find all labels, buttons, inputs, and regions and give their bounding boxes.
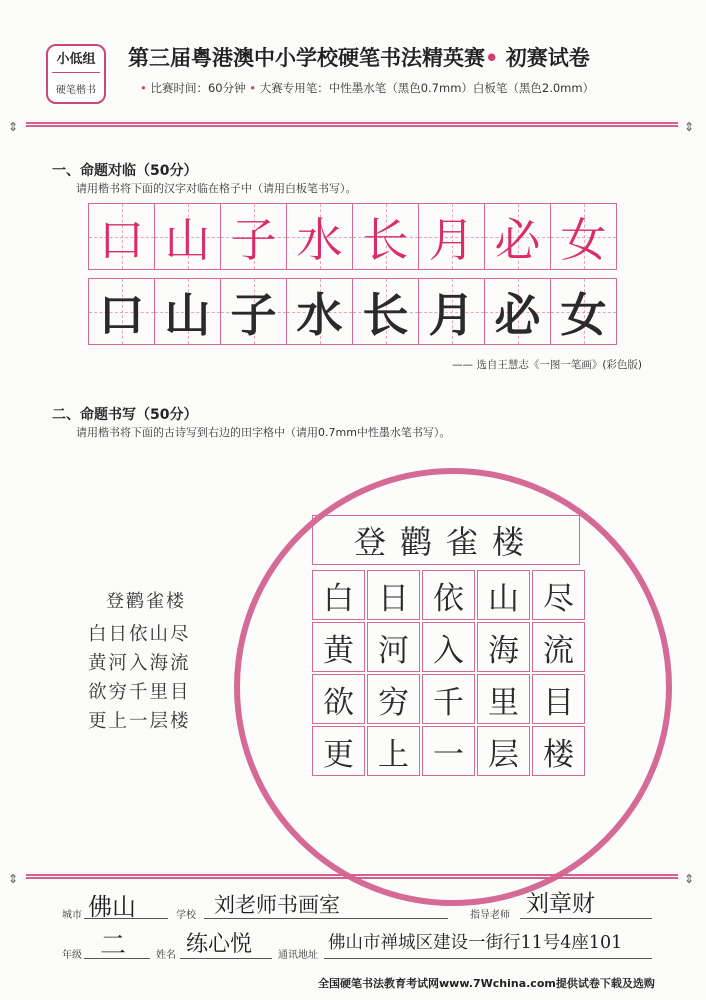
poem-grid-cell: 穷 — [367, 674, 420, 724]
teacher-label: 指导老师 — [470, 910, 510, 921]
grid-cell — [419, 279, 485, 345]
grid-cell — [89, 279, 155, 345]
grid-cell — [551, 204, 617, 270]
grid-cell — [287, 279, 353, 345]
grid-cell — [221, 279, 287, 345]
grid-cell — [155, 204, 221, 270]
name-underline — [180, 958, 272, 959]
teacher-underline — [520, 918, 652, 919]
model-character-grid — [88, 203, 617, 270]
poem-grid-cell: 依 — [422, 570, 475, 620]
poem-grid-cell: 流 — [532, 622, 585, 672]
model-char: 山 — [164, 212, 211, 267]
grade-label: 年级 — [62, 950, 82, 961]
poem-grid-cell: 楼 — [532, 726, 585, 776]
section2-instructions: 请用楷书将下面的古诗写到右边的田字格中（请用0.7mm中性墨水笔书写）。 — [76, 426, 451, 439]
info-bullet-2: • — [249, 81, 257, 95]
name-label: 姓名 — [156, 950, 176, 961]
written-char: 长 — [362, 287, 409, 342]
exam-time: 比赛时间：60分钟 — [150, 81, 246, 95]
model-char: 口 — [98, 212, 145, 267]
city-label: 城市 — [62, 910, 82, 921]
section1-title: 一、命题对临（50分） — [52, 163, 198, 179]
model-char: 必 — [494, 212, 541, 267]
poem-grid-cell: 层 — [477, 726, 530, 776]
address-label: 通讯地址 — [278, 950, 318, 961]
written-char: 山 — [164, 287, 211, 342]
written-char: 子 — [230, 287, 277, 342]
section2-title: 二、命题书写（50分） — [52, 407, 198, 423]
poem-grid-cell: 目 — [532, 674, 585, 724]
written-char: 月 — [428, 287, 475, 342]
poem-grid-cell: 一 — [422, 726, 475, 776]
grade-underline — [84, 958, 150, 959]
city-field[interactable]: 佛山 — [88, 893, 136, 921]
model-char: 月 — [428, 212, 475, 267]
poem-writing-grid — [312, 570, 585, 776]
poem-grid-cell: 海 — [477, 622, 530, 672]
address-underline — [324, 958, 652, 959]
poem-grid-cell: 黄 — [312, 622, 365, 672]
badge-group-label: 小低组 — [56, 52, 96, 67]
poem-grid-cell: 山 — [477, 570, 530, 620]
model-char: 子 — [230, 212, 277, 267]
model-char: 水 — [296, 212, 343, 267]
grid-cell — [155, 279, 221, 345]
info-bullet-1: • — [140, 81, 147, 95]
pen-requirement: 大赛专用笔：中性墨水笔（黑色0.7mm）白板笔（黑色2.0mm） — [259, 81, 595, 95]
reference-poem-line: 黄河入海流 — [88, 653, 191, 674]
reference-poem-title: 登鹳雀楼 — [106, 591, 186, 612]
written-char: 女 — [560, 287, 607, 342]
model-attribution: —— 选自王慧志《一图一笔画》(彩色版) — [452, 359, 643, 371]
model-char: 长 — [362, 212, 409, 267]
grid-cell — [419, 204, 485, 270]
section1-instructions: 请用楷书将下面的汉字对临在格子中（请用白板笔书写）。 — [76, 182, 357, 195]
practice-character-grid — [88, 278, 617, 345]
group-badge — [46, 44, 106, 104]
grid-cell — [287, 204, 353, 270]
poem-grid-cell: 千 — [422, 674, 475, 724]
city-underline — [84, 918, 168, 919]
grid-cell — [551, 279, 617, 345]
teacher-field[interactable]: 刘章财 — [526, 891, 595, 917]
grid-cell — [485, 204, 551, 270]
poem-grid-cell: 入 — [422, 622, 475, 672]
ornament-scroll-icon: ⇕ — [684, 872, 695, 886]
title-dot: • — [485, 46, 499, 70]
grade-field[interactable]: 二 — [100, 931, 127, 961]
written-char: 水 — [296, 287, 343, 342]
poem-grid-cell: 日 — [367, 570, 420, 620]
poem-grid-cell: 白 — [312, 570, 365, 620]
footer-divider — [26, 874, 678, 879]
grid-cell — [221, 204, 287, 270]
title-tail: 初赛试卷 — [505, 46, 590, 70]
footer-source-note: 全国硬笔书法教育考试网www.7Wchina.com提供试卷下载及选购 — [318, 977, 655, 990]
school-field[interactable]: 刘老师书画室 — [214, 893, 340, 917]
ornament-scroll-icon: ⇕ — [8, 120, 19, 134]
poem-grid-cell: 上 — [367, 726, 420, 776]
model-char: 女 — [560, 212, 607, 267]
title-main: 第三届粤港澳中小学校硬笔书法精英赛 — [128, 46, 485, 70]
grid-cell — [353, 204, 419, 270]
poem-grid-cell: 里 — [477, 674, 530, 724]
written-char: 必 — [494, 287, 541, 342]
grid-cell — [485, 279, 551, 345]
badge-category-label: 硬笔楷书 — [56, 85, 96, 96]
poem-grid-cell: 更 — [312, 726, 365, 776]
reference-poem-line: 欲穷千里目 — [88, 682, 191, 703]
school-underline — [204, 918, 448, 919]
badge-divider — [52, 72, 100, 73]
poem-grid-cell: 河 — [367, 622, 420, 672]
reference-poem-line: 白日依山尽 — [88, 624, 191, 645]
exam-info — [140, 80, 594, 96]
page-title — [128, 42, 668, 72]
school-label: 学校 — [176, 910, 196, 921]
grid-cell — [353, 279, 419, 345]
address-field[interactable]: 佛山市禅城区建设一街行11号4座101 — [328, 933, 623, 953]
header-divider — [26, 122, 678, 127]
grid-cell — [89, 204, 155, 270]
ornament-scroll-icon: ⇕ — [684, 120, 695, 134]
written-poem-title: 登鹳雀楼 — [312, 515, 580, 565]
written-char: 口 — [98, 287, 145, 342]
reference-poem-line: 更上一层楼 — [88, 711, 191, 732]
poem-grid-cell: 欲 — [312, 674, 365, 724]
ornament-scroll-icon: ⇕ — [8, 872, 19, 886]
poem-grid-cell: 尽 — [532, 570, 585, 620]
name-field[interactable]: 练心悦 — [186, 932, 253, 957]
